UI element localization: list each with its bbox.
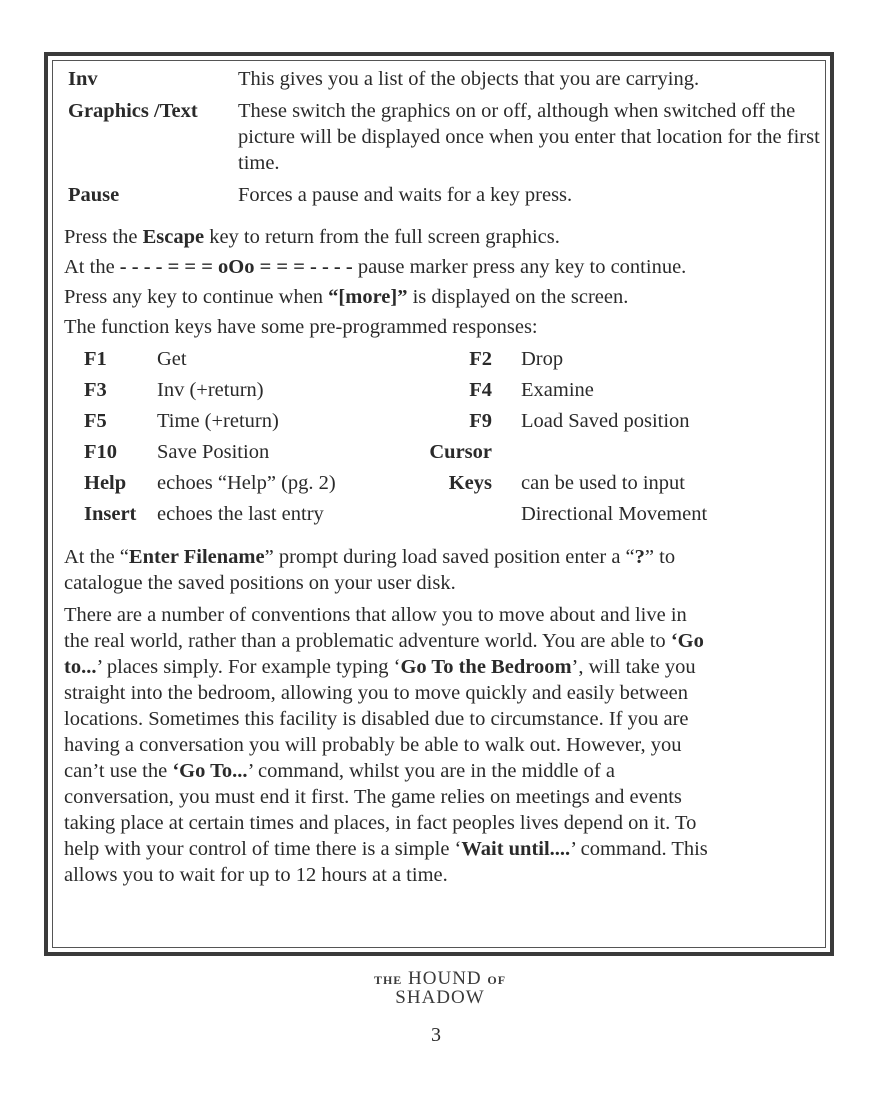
fkey-label: F1 — [84, 348, 107, 370]
escape-instruction: Press the Escape key to return from the full screen graphics. — [64, 226, 560, 248]
fkey-action: Examine — [521, 379, 594, 401]
fkey-label: F2 — [469, 348, 492, 370]
conventions-paragraph: There are a number of conventions that allow you to move about and live in the real world, rather than a problematic adventure world. You are able to ‘Go to...’ places simply. For example typing ‘Go To the Bedroom’, will take you straight into the bedroom, allowing you to move quickly and easily between locations. Sometimes this facility is disabled due to circumstance. If you are having a conversation you will probably be able to walk out. However, you can’t use the ‘Go To...’ command, whilst you are in the middle of a conversation, you must end it first. The game relies on meetings and events taking place at certain times and places, in fact peoples lives depend on it. To help with your control of time there is a simple ‘Wait until....’ command. This allows you to wait for up to 12 hours at a time. — [64, 604, 708, 886]
pause-marker: - - - - = = = oOo = = = - - - - — [119, 256, 353, 278]
filename-paragraph: At the “Enter Filename” prompt during load saved position enter a “?” to catalogue the saved positions on your user disk. — [64, 546, 676, 594]
command-name: Inv — [68, 68, 98, 90]
game-title-logo: THE HOUND OF SHADOW — [373, 968, 507, 1008]
more-instruction: Press any key to continue when “[more]” is displayed on the screen. — [64, 286, 629, 308]
fkey-label: Keys — [448, 472, 492, 494]
command-row-pause — [64, 182, 824, 208]
fkey-action: Get — [157, 348, 187, 370]
command-row-graphics-text — [64, 98, 824, 176]
fkey-action: Drop — [521, 348, 564, 370]
fkey-label: F3 — [84, 379, 107, 401]
command-description: These switch the graphics on or off, although when switched off the picture will be displayed once when you enter that location for the first time. — [238, 100, 820, 174]
fkey-action: Time (+return) — [157, 410, 279, 432]
command-row-inv — [64, 66, 824, 92]
pause-marker-instruction: At the - - - - = = = oOo = = = - - - - pause marker press any key to continue. — [64, 256, 687, 278]
fkey-action: can be used to input — [521, 472, 685, 494]
fkey-action: echoes the last entry — [157, 503, 324, 525]
fkey-label: F4 — [469, 379, 492, 401]
command-name: Graphics /Text — [68, 100, 198, 122]
function-keys-intro: The function keys have some pre-programmed responses: — [64, 316, 538, 338]
command-name: Pause — [68, 184, 120, 206]
fkey-label: Help — [84, 472, 127, 494]
fkey-action: Directional Movement — [521, 503, 708, 525]
fkey-label: Cursor — [429, 441, 492, 463]
fkey-label: F10 — [84, 441, 118, 463]
fkey-action: Inv (+return) — [157, 379, 264, 401]
page-number: 3 — [431, 1024, 441, 1046]
fkey-action: Load Saved position — [521, 410, 690, 432]
command-description: Forces a pause and waits for a key press. — [238, 184, 573, 206]
page-content — [64, 66, 824, 888]
fkey-label: F9 — [469, 410, 492, 432]
command-description: This gives you a list of the objects that you are carrying. — [238, 68, 700, 90]
fkey-action: echoes “Help” (pg. 2) — [157, 472, 336, 494]
fkey-label: Insert — [84, 503, 137, 525]
function-key-table — [64, 344, 824, 530]
fkey-action: Save Position — [157, 441, 270, 463]
fkey-label: F5 — [84, 410, 107, 432]
